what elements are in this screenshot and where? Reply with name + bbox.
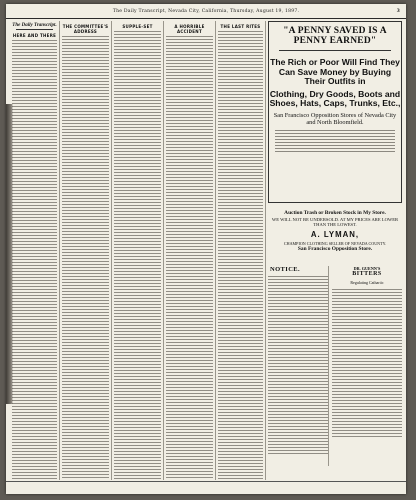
bitters-advertisement (332, 266, 402, 466)
advert-line-3: San Francisco Opposition Stores of Nevada City and North Bloomfield. (273, 111, 397, 126)
advert-body-text (275, 130, 395, 154)
column-1 (10, 21, 60, 480)
nameplate: The Daily Transcript. (12, 23, 57, 28)
column-5 (216, 21, 266, 480)
newspaper-page (6, 4, 406, 494)
column-3 (112, 21, 164, 480)
column-4-heading: A HORRIBLE ACCIDENT (174, 24, 205, 34)
advert-line-1: The Rich or Poor Will Find They Can Save Money by Buying Their Outfits in (270, 57, 400, 86)
bitters-text (332, 289, 402, 439)
advert-line-2: Clothing, Dry Goods, Boots and Shoes, Hats, Caps, Trunks, Etc., (269, 88, 401, 108)
bitters-name: BITTERS (352, 271, 382, 277)
column-2-text (62, 36, 109, 480)
masthead-line: The Daily Transcript, Nevada City, California, Thursday, August 19, 1897. (112, 9, 300, 14)
notice-heading: NOTICE. (270, 266, 301, 273)
advert2-line-b: WE WILL NOT BE UNDERSOLD. AT MY PRICES ARE LOWER THAN THE LOWEST. (271, 217, 399, 227)
column-5-heading: THE LAST RITES (220, 24, 261, 29)
divider (279, 50, 391, 51)
column-2-heading: THE COMMITTEE'S ADDRESS (62, 24, 109, 34)
advert2-line-d: CHAMPION CLOTHING SELLER OF NEVADA COUNTY. (283, 241, 387, 246)
clothing-advertisement (268, 21, 402, 203)
page-footer-rule (6, 481, 406, 492)
bitters-maker: DR. GUENN'S (353, 266, 381, 271)
advert2-name: A. LYMAN, (310, 230, 360, 239)
column-2 (60, 21, 112, 480)
notice-text (268, 276, 328, 456)
bitters-tagline: Regulating Cathartic (350, 280, 384, 285)
column-1-heading: HERE AND THERE (12, 33, 57, 38)
store-advertisement (268, 208, 402, 264)
column-5-text (218, 31, 263, 480)
advert2-line-a: Auction Trash or Broken Stock in My Store. (284, 210, 386, 216)
column-4 (164, 21, 216, 480)
advert2-line-e: San Francisco Opposition Store. (297, 246, 373, 252)
page-masthead (6, 6, 406, 19)
divider (16, 29, 53, 30)
column-4-text (166, 36, 213, 480)
column-3-text (114, 31, 161, 480)
advert-headline: "A PENNY SAVED IS A PENNY EARNED" (283, 26, 387, 46)
notice-column (268, 266, 329, 466)
column-1-text (12, 40, 57, 480)
column-3-heading: SUPPLE-SET (122, 24, 153, 29)
page-number: 3 (396, 9, 400, 14)
